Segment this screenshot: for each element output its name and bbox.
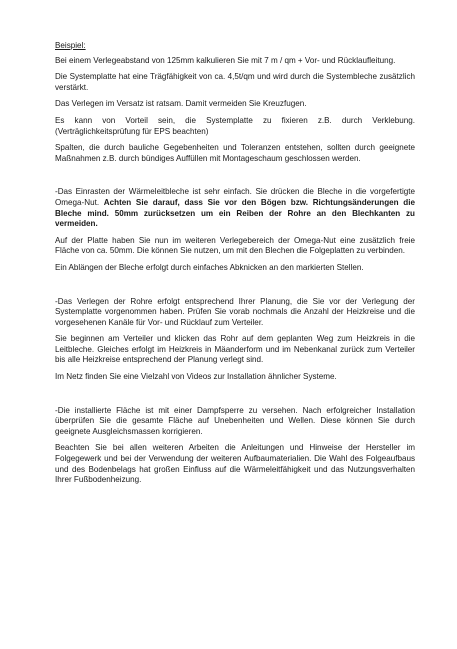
paragraph-pipe-laying: -Das Verlegen der Rohre erfolgt entsprechend Ihrer Planung, die Sie vor der Verlegung der Systemplatte vorgenommen haben. Prüfen Sie vorab nochmals die Anzahl der Heizkreise und die vorgesehenen Kanäle für Vor- und Rücklauf zum Verteiler. bbox=[55, 296, 415, 327]
heat-plates-intro: -Das Einrasten der Wärmeleitbleche ist sehr einfach. Sie drücken die Bleche in die vorgefertigte Omega-Nut. bbox=[55, 187, 415, 207]
paragraph-gaps: Spalten, die durch bauliche Gegebenheiten und Toleranzen entstehen, sollten durch geeignete Maßnahmen z.B. durch bündiges Auffüllen mit Montageschaum geschlossen werden. bbox=[55, 143, 415, 163]
paragraph-heat-plates bbox=[55, 187, 415, 229]
heat-plates-warning: Achten Sie darauf, dass Sie vor den Bögen bzw. Richtungsänderungen die Bleche mind. 50mm zurücksetzen um ein Reiben der Rohre an den Blechkanten zu vermeiden. bbox=[55, 197, 415, 229]
heading-example: Beispiel: bbox=[55, 41, 86, 50]
paragraph-free-area: Auf der Platte haben Sie nun im weiteren Verlegebereich der Omega-Nut eine zusätzlich freie Fläche von ca. 50mm. Die können Sie nutzen, um mit den Blechen die Folgeplatten zu verbinden. bbox=[55, 235, 415, 256]
paragraph-distributor: Sie beginnen am Verteiler und klicken das Rohr auf dem geplanten Weg zum Heizkreis in die Leitbleche. Gleiches erfolgt im Heizkreis in Mäanderform und im Nebenkanal zurück zum Verteiler bis alle Heizkreise entsprechend der Planung verlegt sind. bbox=[55, 334, 415, 365]
spacer bbox=[55, 389, 415, 406]
spacer bbox=[55, 280, 415, 297]
paragraph-offset-laying: Das Verlegen im Versatz ist ratsam. Damit vermeiden Sie Kreuzfugen. bbox=[55, 99, 307, 109]
spacer bbox=[55, 170, 415, 187]
paragraph-cutting: Ein Ablängen der Bleche erfolgt durch einfaches Abknicken an den markierten Stellen. bbox=[55, 262, 364, 272]
paragraph-instructions: Beachten Sie bei allen weiteren Arbeiten die Anleitungen und Hinweise der Hersteller im Folgegewerk und bei der Verwendung der weiteren Aufbaumaterialien. Die Wahl des Folgeaufbaus und des Bodenbelags hat großen Einfluss auf die Wärmeleitfähigkeit und das Nutzungsverhalten Ihrer Fußbodenheizung. bbox=[55, 443, 415, 485]
paragraph-fixing: Es kann von Vorteil sein, die Systemplatte zu fixieren z.B. durch Verklebung. (Verträglichkeitsprüfung für EPS beachten) bbox=[55, 115, 415, 136]
paragraph-load-capacity: Die Systemplatte hat eine Trägfähigkeit von ca. 4,5t/qm und wird durch die Systembleche zusätzlich verstärkt. bbox=[55, 72, 415, 92]
paragraph-videos: Im Netz finden Sie eine Vielzahl von Videos zur Installation ähnlicher Systeme. bbox=[55, 372, 337, 382]
paragraph-laying-distance: Bei einem Verlegeabstand von 125mm kalkulieren Sie mit 7 m / qm + Vor- und Rücklaufleitung. bbox=[55, 55, 396, 65]
paragraph-vapor-barrier: -Die installierte Fläche ist mit einer Dampfsperre zu versehen. Nach erfolgreicher Installation überprüfen Sie die gesamte Fläche auf Unebenheiten und Wellen. Diese können Sie durch geeignete Ausgleichsmassen korrigieren. bbox=[55, 405, 415, 436]
